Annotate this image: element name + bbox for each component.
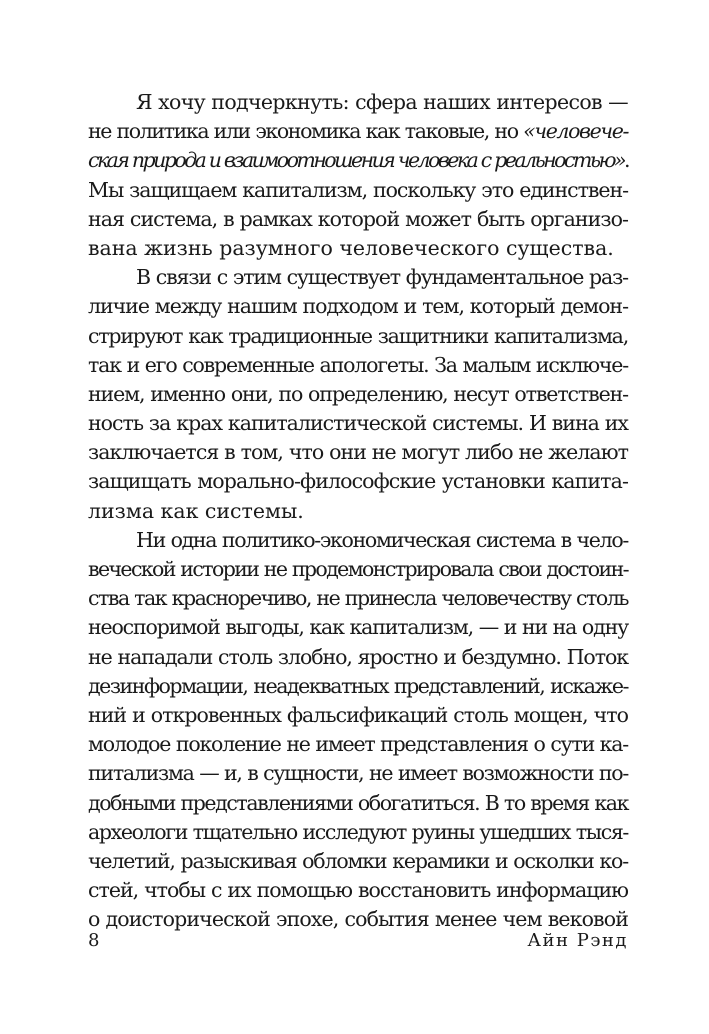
- text-line: [88, 876, 628, 905]
- text-line: [88, 351, 628, 380]
- book-page-text: [88, 88, 628, 934]
- text-segment: Мы защищаем капитализм, поскольку это единствен-: [88, 177, 628, 202]
- text-segment: стрируют как традиционные защитники капитализма,: [88, 323, 628, 348]
- text-line: [88, 613, 628, 642]
- text-segment: .: [624, 148, 628, 173]
- text-line: [88, 730, 628, 759]
- text-segment: стей, чтобы с их помощью восстановить информацию: [88, 878, 628, 903]
- text-segment: ства так красноречиво, не принесла человечеству столь: [88, 586, 628, 611]
- text-line: [88, 467, 628, 496]
- text-segment: Ни одна политико-экономическая система в чело-: [136, 527, 628, 552]
- text-line: [88, 322, 628, 351]
- text-line-paragraph-end: [88, 234, 628, 263]
- text-segment: питализма — и, в сущности, не имеет возможности по-: [88, 761, 628, 786]
- text-line: [88, 847, 628, 876]
- page-number: 8: [88, 930, 100, 951]
- text-segment: ность за крах капиталистической системы. И вина их: [88, 411, 628, 436]
- text-line: [88, 584, 628, 613]
- text-line: [88, 146, 628, 175]
- text-segment: ний и откровенных фальсификаций столь мощен, что: [88, 702, 628, 727]
- text-segment: лизма как системы.: [88, 498, 304, 523]
- text-segment: В связи с этим существует фундаментальное раз-: [136, 265, 628, 290]
- text-segment: нием, именно они, по определению, несут ответствен-: [88, 381, 628, 406]
- text-segment: челетий, разыскивая обломки керамики и осколки ко-: [88, 848, 628, 873]
- text-segment: вана жизнь разумного человеческого существа.: [88, 235, 614, 260]
- text-segment: молодое поколение не имеет представления о сути ка-: [88, 732, 628, 757]
- text-segment: не нападали столь злобно, яростно и бездумно. Поток: [88, 644, 628, 669]
- text-line: [88, 380, 628, 409]
- running-head-author: Айн Рэнд: [527, 930, 628, 951]
- italic-text-segment: ская природа и взаимоотношения человека с реальностью»: [88, 148, 624, 173]
- text-segment: так и его современные апологеты. За малым исключе-: [88, 352, 628, 377]
- text-segment: Я хочу подчеркнуть: сфера наших интересов —: [136, 90, 628, 114]
- text-line-paragraph-end: [88, 497, 628, 526]
- text-segment: добными представлениями обогатиться. В то время как: [88, 790, 628, 815]
- text-line: [88, 88, 628, 117]
- text-segment: личие между нашим подходом и тем, который демон-: [88, 294, 628, 319]
- text-line: [88, 701, 628, 730]
- text-segment: о доисторической эпохе, события менее чем вековой: [88, 907, 628, 932]
- text-line-paragraph-start: [88, 263, 628, 292]
- text-segment: неоспоримой выгоды, как капитализм, — и ни на одну: [88, 615, 628, 640]
- italic-text-segment: «человече-: [523, 119, 628, 144]
- text-line: [88, 672, 628, 701]
- text-segment: защищать морально-философские установки капита-: [88, 469, 628, 494]
- text-line: [88, 555, 628, 584]
- text-line: [88, 409, 628, 438]
- text-line: [88, 759, 628, 788]
- text-segment: ная система, в рамках которой может быть организо-: [88, 206, 628, 231]
- text-line: [88, 818, 628, 847]
- text-line: [88, 176, 628, 205]
- text-segment: археологи тщательно исследуют руины ушедших тыся-: [88, 819, 628, 844]
- text-segment: заключается в том, что они не могут либо не желают: [88, 440, 628, 465]
- text-line: [88, 205, 628, 234]
- text-segment: не политика или экономика как таковые, но: [88, 119, 524, 144]
- text-line: [88, 292, 628, 321]
- text-line: [88, 643, 628, 672]
- text-segment: дезинформации, неадекватных представлений, искаже-: [88, 673, 628, 698]
- text-line: [88, 438, 628, 467]
- text-line-paragraph-start: [88, 526, 628, 555]
- text-line: [88, 789, 628, 818]
- text-segment: веческой истории не продемонстрировала свои достоин-: [88, 557, 628, 581]
- page-footer: [88, 928, 628, 954]
- text-line: [88, 117, 628, 146]
